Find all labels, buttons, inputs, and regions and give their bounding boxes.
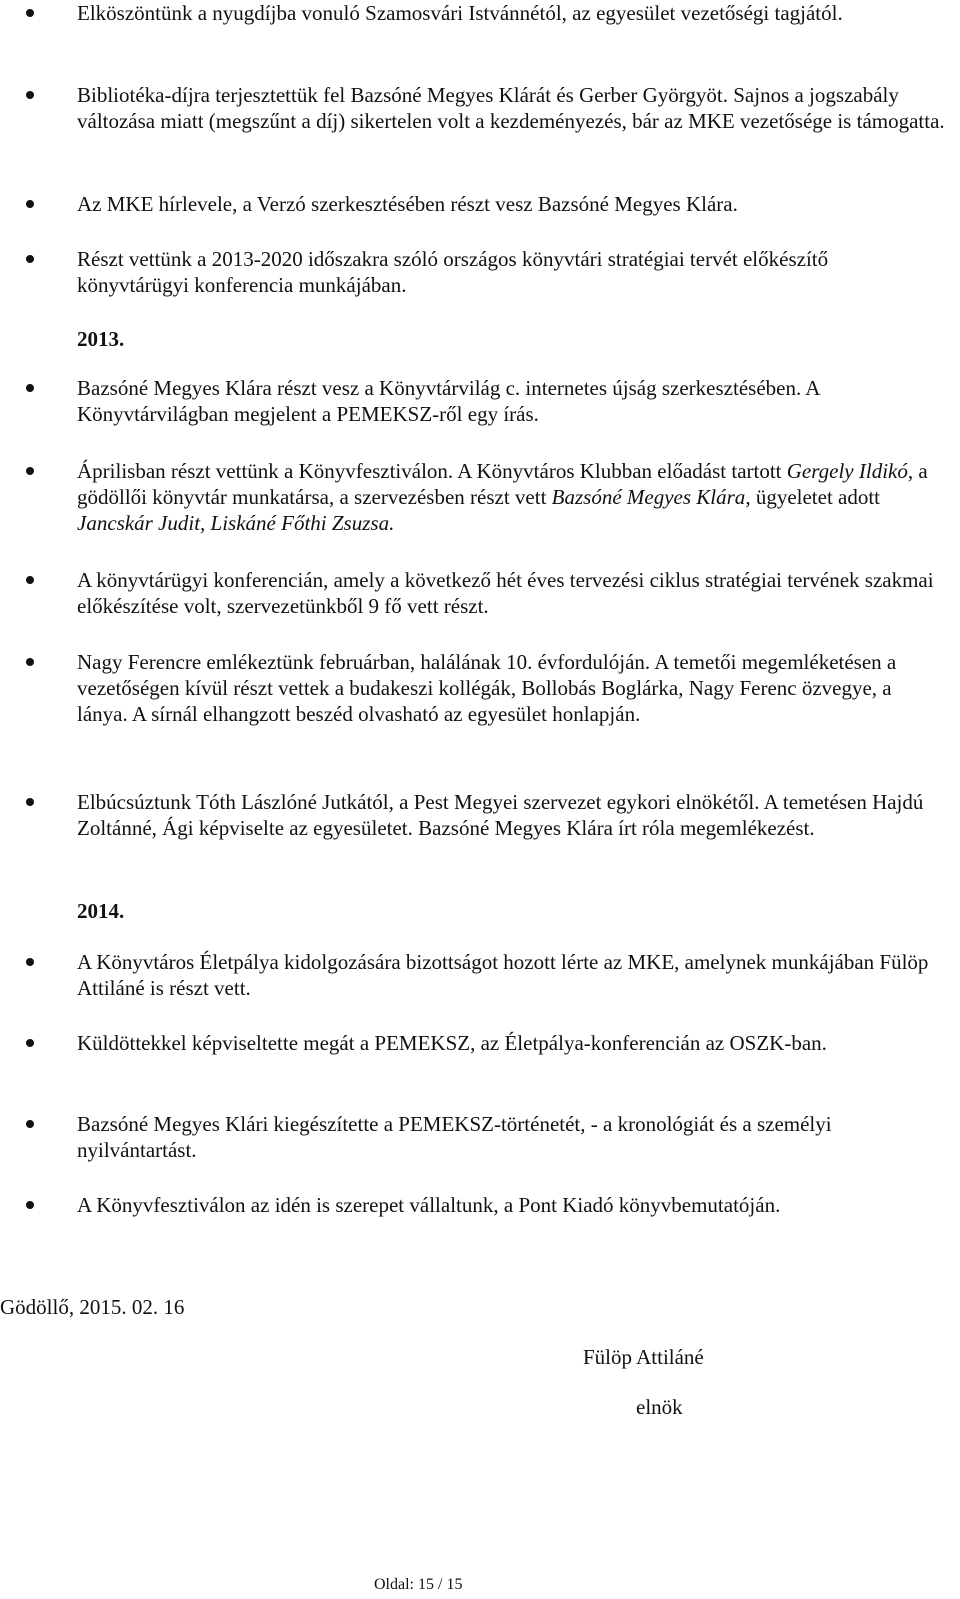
bullet-icon — [26, 384, 34, 392]
list-item: Bibliotéka-díjra terjesztettük fel Bazsóné Megyes Klárát és Gerber Györgyöt. Sajnos a jogszabály változása miatt (megszűnt a díj) sikertelen volt a kezdeményezés, bár az MKE vezetősége is támogatta. — [77, 82, 945, 134]
list-item: Elbúcsúztunk Tóth Lászlóné Jutkától, a Pest Megyei szervezet egykori elnökétől. A temetésen Hajdú Zoltánné, Ági képviselte az egyesületet. Bazsóné Megyes Klára írt róla megemlékezést. — [77, 789, 945, 841]
list-item: Részt vettünk a 2013-2020 időszakra szóló országos könyvtári stratégiai tervét előkészítő könyvtárügyi konferencia munkájában. — [77, 246, 945, 298]
list-item: Az MKE hírlevele, a Verzó szerkesztésében részt vesz Bazsóné Megyes Klára. — [77, 191, 945, 217]
list-item: Elköszöntünk a nyugdíjba vonuló Szamosvári Istvánnétól, az egyesület vezetőségi tagjától. — [77, 0, 945, 26]
page-number: Oldal: 15 / 15 — [374, 1576, 463, 1593]
list-item: A Könyvtáros Életpálya kidolgozására bizottságot hozott lérte az MKE, amelynek munkájában Fülöp Attiláné is részt vett. — [77, 949, 945, 1001]
bullet-icon — [26, 576, 34, 584]
year-heading-2014: 2014. — [77, 899, 125, 923]
bullet-icon — [26, 9, 34, 17]
list-item: A Könyvfesztiválon az idén is szerepet vállaltunk, a Pont Kiadó könyvbemutatóján. — [77, 1192, 945, 1218]
list-item: Bazsóné Megyes Klára részt vesz a Könyvtárvilág c. internetes újság szerkesztésében. A Könyvtárvilágban megjelent a PEMEKSZ-ről egy írás. — [77, 375, 945, 427]
list-item: A könyvtárügyi konferencián, amely a következő hét éves tervezési ciklus stratégiai tervének szakmai előkészítése volt, szervezetünkből 9 fő vett részt. — [77, 567, 945, 619]
signature-role: elnök — [636, 1395, 683, 1419]
bullet-icon — [26, 200, 34, 208]
place-date: Gödöllő, 2015. 02. 16 — [0, 1295, 185, 1319]
person-name: Bazsóné Megyes Klára — [551, 485, 746, 509]
bullet-icon — [26, 1201, 34, 1209]
bullet-icon — [26, 467, 34, 475]
bullet-icon — [26, 958, 34, 966]
bullet-icon — [26, 798, 34, 806]
bullet-icon — [26, 255, 34, 263]
list-item: Áprilisban részt vettünk a Könyvfesztiválon. A Könyvtáros Klubban előadást tartott Gergely Ildikó, a gödöllői könyvtár munkatársa, a szervezésben részt vett Bazsóné Megyes Klára, ügyeletet adott Jancskár Judit, Liskáné Főthi Zsuzsa. — [77, 458, 945, 536]
bullet-icon — [26, 1120, 34, 1128]
list-item: Nagy Ferencre emlékeztünk februárban, halálának 10. évfordulóján. A temetői megemléketésen a vezetőségen kívül részt vettek a budakeszi kollégák, Bollobás Boglárka, Nagy Ferenc özvegye, a lánya. A sírnál elhangzott beszéd olvasható az egyesület honlapján. — [77, 649, 945, 727]
person-name: Jancskár Judit, Liskáné Főthi Zsuzsa. — [77, 511, 395, 535]
bullet-icon — [26, 1039, 34, 1047]
person-name: Gergely Ildikó — [786, 459, 908, 483]
bullet-icon — [26, 91, 34, 99]
signature-name: Fülöp Attiláné — [583, 1345, 704, 1369]
list-item: Bazsóné Megyes Klári kiegészítette a PEMEKSZ-történetét, - a kronológiát és a személyi nyilvántartást. — [77, 1111, 945, 1163]
bullet-icon — [26, 658, 34, 666]
year-heading-2013: 2013. — [77, 327, 125, 351]
list-item: Küldöttekkel képviseltette megát a PEMEKSZ, az Életpálya-konferencián az OSZK-ban. — [77, 1030, 945, 1056]
